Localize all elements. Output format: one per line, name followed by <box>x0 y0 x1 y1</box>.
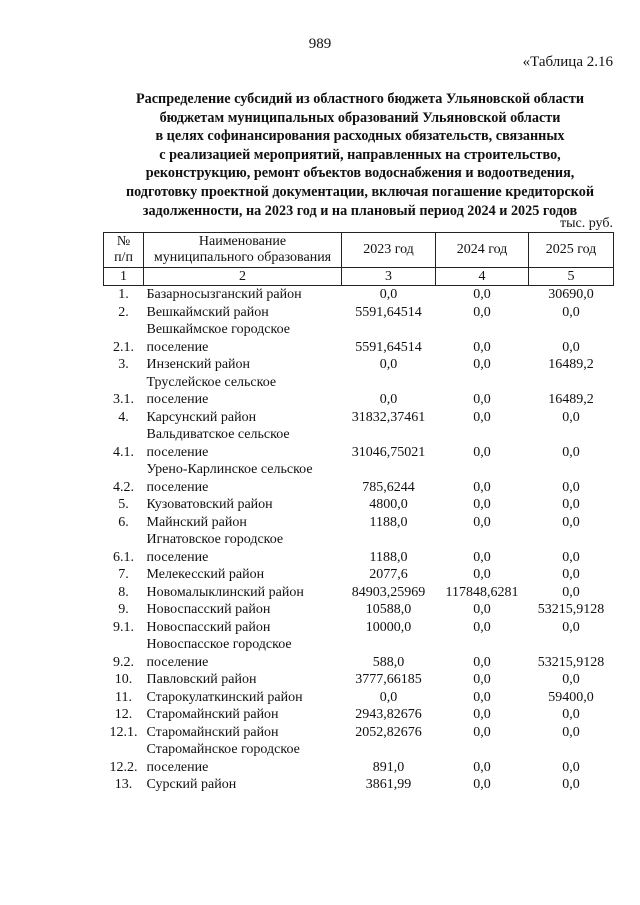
title-line: реконструкцию, ремонт объектов водоснабжения и водоотведения, <box>145 165 575 182</box>
header-2025: 2025 год <box>529 233 614 268</box>
row-name <box>144 566 342 584</box>
row-number: 8. <box>118 584 129 600</box>
table-row <box>104 304 614 322</box>
row-value-2023: 1188,0 <box>369 514 408 530</box>
column-number: 5 <box>529 268 614 286</box>
row-name <box>144 741 342 776</box>
row-value-2024: 0,0 <box>473 304 491 320</box>
row-number: 12.1. <box>109 724 138 740</box>
row-value-2023: 4800,0 <box>369 497 408 512</box>
row-value-2025: 0,0 <box>562 514 580 530</box>
header-number-line: № <box>116 234 131 249</box>
row-value-2024: 0,0 <box>473 567 491 582</box>
row-value-2023: 10588,0 <box>365 602 412 617</box>
row-value-2024: 0,0 <box>473 444 491 460</box>
row-value-2025: 0,0 <box>562 479 580 495</box>
column-number: 2 <box>144 268 342 286</box>
header-name <box>144 233 342 268</box>
row-value-2023: 5591,64514 <box>355 304 422 320</box>
table-header-row <box>104 233 614 268</box>
header-number <box>104 233 144 268</box>
table-row <box>104 514 614 532</box>
row-name-line: Старомайнский район <box>146 724 279 740</box>
row-value-2023: 0,0 <box>379 287 398 302</box>
document-title <box>100 90 620 220</box>
row-number: 6.1. <box>113 549 134 565</box>
table-row <box>104 619 614 637</box>
table-row <box>104 531 614 566</box>
row-name <box>144 671 342 689</box>
row-value-2023: 0,0 <box>379 689 398 705</box>
row-number: 13. <box>114 777 133 792</box>
row-number: 3.1. <box>113 392 134 407</box>
row-value-2025: 16489,2 <box>548 357 594 372</box>
row-name <box>144 514 342 532</box>
row-name-line: Новоспасский район <box>146 602 271 617</box>
row-name <box>144 356 342 374</box>
table-row <box>104 636 614 671</box>
row-name-line: Новоспасское городское <box>146 637 292 652</box>
row-value-2025: 0,0 <box>562 724 580 740</box>
table-row <box>104 409 614 427</box>
row-value-2025: 53215,9128 <box>537 654 605 670</box>
row-name-line: Старомайнский район <box>146 707 279 722</box>
title-line: Распределение субсидий из областного бюджета Ульяновской области <box>136 91 584 107</box>
row-value-2025: 0,0 <box>562 584 580 600</box>
subsidy-table <box>103 232 614 794</box>
row-name-line: поселение <box>146 392 209 407</box>
row-value-2025: 0,0 <box>562 497 580 512</box>
table-row <box>104 584 614 602</box>
row-name-line: Вальдиватское сельское <box>146 427 290 442</box>
table-row <box>104 741 614 776</box>
table-reference: «Таблица 2.16 <box>522 54 613 70</box>
row-value-2023: 2943,82676 <box>355 707 422 722</box>
row-value-2025: 0,0 <box>562 619 580 635</box>
table-row <box>104 776 614 794</box>
row-name-line: Старокулаткинский район <box>146 689 303 705</box>
table-row <box>104 671 614 689</box>
table-row <box>104 601 614 619</box>
row-value-2024: 0,0 <box>473 497 491 512</box>
row-number: 11. <box>115 689 132 705</box>
page-number: 989 <box>308 36 332 52</box>
row-name <box>144 304 342 322</box>
row-value-2025: 0,0 <box>562 339 580 355</box>
row-name <box>144 689 342 707</box>
row-name-line: Новомалыклинский район <box>146 584 304 600</box>
title-line: подготовку проектной документации, включая погашение кредиторской <box>125 183 595 200</box>
row-name-line: Мелекесский район <box>146 567 265 582</box>
row-value-2025: 0,0 <box>562 777 580 792</box>
row-value-2024: 0,0 <box>473 357 491 372</box>
table-row <box>104 374 614 409</box>
row-number: 9.2. <box>113 654 134 670</box>
row-name <box>144 584 342 602</box>
row-number: 5. <box>118 497 129 512</box>
row-value-2024: 0,0 <box>473 602 491 617</box>
row-value-2024: 0,0 <box>473 759 491 775</box>
row-name-line: Игнатовское городское <box>146 532 284 547</box>
header-name-line: Наименование <box>198 234 287 249</box>
row-value-2024: 0,0 <box>473 479 491 495</box>
row-value-2023: 891,0 <box>372 759 405 775</box>
row-number: 1. <box>118 287 129 302</box>
row-value-2023: 0,0 <box>379 357 398 372</box>
row-number: 3. <box>118 357 129 372</box>
row-name-line: поселение <box>146 444 209 460</box>
row-value-2025: 59400,0 <box>548 689 594 705</box>
title-line: бюджетам муниципальных образований Ульяновской области <box>159 109 561 126</box>
row-name-line: Инзенский район <box>146 357 251 372</box>
row-name-line: Вешкаймский район <box>146 304 269 320</box>
row-value-2024: 0,0 <box>473 339 491 355</box>
row-value-2025: 0,0 <box>562 409 580 425</box>
row-name <box>144 601 342 619</box>
table-row <box>104 724 614 742</box>
row-value-2024: 0,0 <box>473 654 491 670</box>
row-name <box>144 531 342 566</box>
header-2023: 2023 год <box>342 233 436 268</box>
row-value-2023: 3777,66185 <box>355 672 422 687</box>
row-value-2024: 0,0 <box>473 777 491 792</box>
row-number: 4.2. <box>113 479 134 495</box>
row-value-2025: 16489,2 <box>548 392 594 407</box>
row-name <box>144 636 342 671</box>
row-name-line: Новоспасский район <box>146 619 271 635</box>
row-number: 10. <box>114 672 133 687</box>
row-number: 2.1. <box>113 339 134 355</box>
row-number: 12.2. <box>109 759 138 775</box>
row-value-2025: 0,0 <box>562 444 580 460</box>
row-name-line: поселение <box>146 759 209 775</box>
row-name-line: Базарносызганский район <box>146 287 302 302</box>
row-name-line: поселение <box>146 654 209 670</box>
row-value-2025: 0,0 <box>562 759 580 775</box>
row-name-line: Кузоватовский район <box>146 497 273 512</box>
table-row <box>104 426 614 461</box>
row-name <box>144 374 342 409</box>
row-number: 7. <box>118 567 129 582</box>
table-row <box>104 566 614 584</box>
row-name <box>144 724 342 742</box>
row-value-2025: 53215,9128 <box>537 602 605 617</box>
row-name <box>144 426 342 461</box>
column-number: 3 <box>342 268 436 286</box>
row-name-line: поселение <box>146 549 209 565</box>
row-name <box>144 619 342 637</box>
row-value-2023: 0,0 <box>379 392 398 407</box>
row-number: 12. <box>114 707 133 722</box>
title-line: с реализацией мероприятий, направленных на строительство, <box>159 146 561 163</box>
row-value-2024: 0,0 <box>473 409 491 425</box>
row-number: 2. <box>118 304 129 320</box>
header-number-line: п/п <box>114 250 133 265</box>
row-value-2023: 5591,64514 <box>355 339 422 355</box>
row-number: 9. <box>118 602 129 617</box>
row-value-2024: 0,0 <box>473 707 491 722</box>
table-row <box>104 356 614 374</box>
row-name-line: Майнский район <box>146 514 247 530</box>
row-value-2023: 1188,0 <box>369 549 408 565</box>
row-name-line: поселение <box>146 339 209 355</box>
row-number: 4.1. <box>113 444 134 460</box>
row-name <box>144 409 342 427</box>
row-value-2023: 10000,0 <box>365 619 412 635</box>
table-row <box>104 706 614 724</box>
row-name-line: Сурский район <box>146 777 237 792</box>
table-body <box>104 286 614 794</box>
table-row <box>104 286 614 304</box>
row-value-2023: 2077,6 <box>369 567 408 582</box>
row-value-2023: 3861,99 <box>365 777 412 792</box>
row-value-2023: 2052,82676 <box>355 724 422 740</box>
row-name-line: Урено-Карлинское сельское <box>146 462 313 477</box>
table-row <box>104 496 614 514</box>
row-value-2024: 0,0 <box>473 514 491 530</box>
table-row <box>104 689 614 707</box>
row-value-2023: 31046,75021 <box>351 444 426 460</box>
row-name <box>144 286 342 304</box>
title-line: в целях софинансирования расходных обязательств, связанных <box>155 128 565 145</box>
row-value-2024: 0,0 <box>473 689 491 705</box>
units-label: тыс. руб. <box>560 216 613 231</box>
row-name-line: Павловский район <box>146 672 257 687</box>
row-number: 4. <box>118 409 129 425</box>
row-name <box>144 776 342 794</box>
row-value-2025: 0,0 <box>562 707 580 722</box>
row-value-2024: 0,0 <box>473 619 491 635</box>
row-value-2023: 588,0 <box>372 654 405 670</box>
column-number-row <box>104 268 614 286</box>
row-name-line: Старомайнское городское <box>146 742 300 757</box>
row-name <box>144 461 342 496</box>
row-name <box>144 321 342 356</box>
row-value-2024: 0,0 <box>473 549 491 565</box>
row-value-2024: 0,0 <box>473 287 491 302</box>
row-name-line: Вешкаймское городское <box>146 322 290 337</box>
row-name-line: Труслейское сельское <box>146 374 277 390</box>
row-value-2025: 30690,0 <box>548 287 594 302</box>
row-value-2025: 0,0 <box>562 549 580 565</box>
row-value-2023: 84903,25969 <box>351 584 426 600</box>
row-value-2025: 0,0 <box>562 672 580 687</box>
row-value-2023: 31832,37461 <box>351 409 426 425</box>
row-name-line: поселение <box>146 479 209 495</box>
row-number: 6. <box>118 514 129 530</box>
row-name <box>144 496 342 514</box>
row-name <box>144 706 342 724</box>
title-line: задолженности, на 2023 год и на плановый период 2024 и 2025 годов <box>142 202 578 219</box>
row-value-2025: 0,0 <box>562 567 580 582</box>
row-value-2024: 0,0 <box>473 724 491 740</box>
row-value-2024: 0,0 <box>473 672 491 687</box>
row-value-2024: 0,0 <box>473 392 491 407</box>
table-row <box>104 321 614 356</box>
header-2024: 2024 год <box>436 233 529 268</box>
row-name-line: Карсунский район <box>146 409 257 425</box>
row-value-2025: 0,0 <box>562 304 580 320</box>
row-value-2024: 117848,6281 <box>445 584 519 600</box>
column-number: 4 <box>436 268 529 286</box>
header-name-line: муниципального образования <box>153 250 332 265</box>
table-row <box>104 461 614 496</box>
row-value-2023: 785,6244 <box>362 479 415 495</box>
column-number: 1 <box>104 268 144 286</box>
row-number: 9.1. <box>113 619 134 635</box>
